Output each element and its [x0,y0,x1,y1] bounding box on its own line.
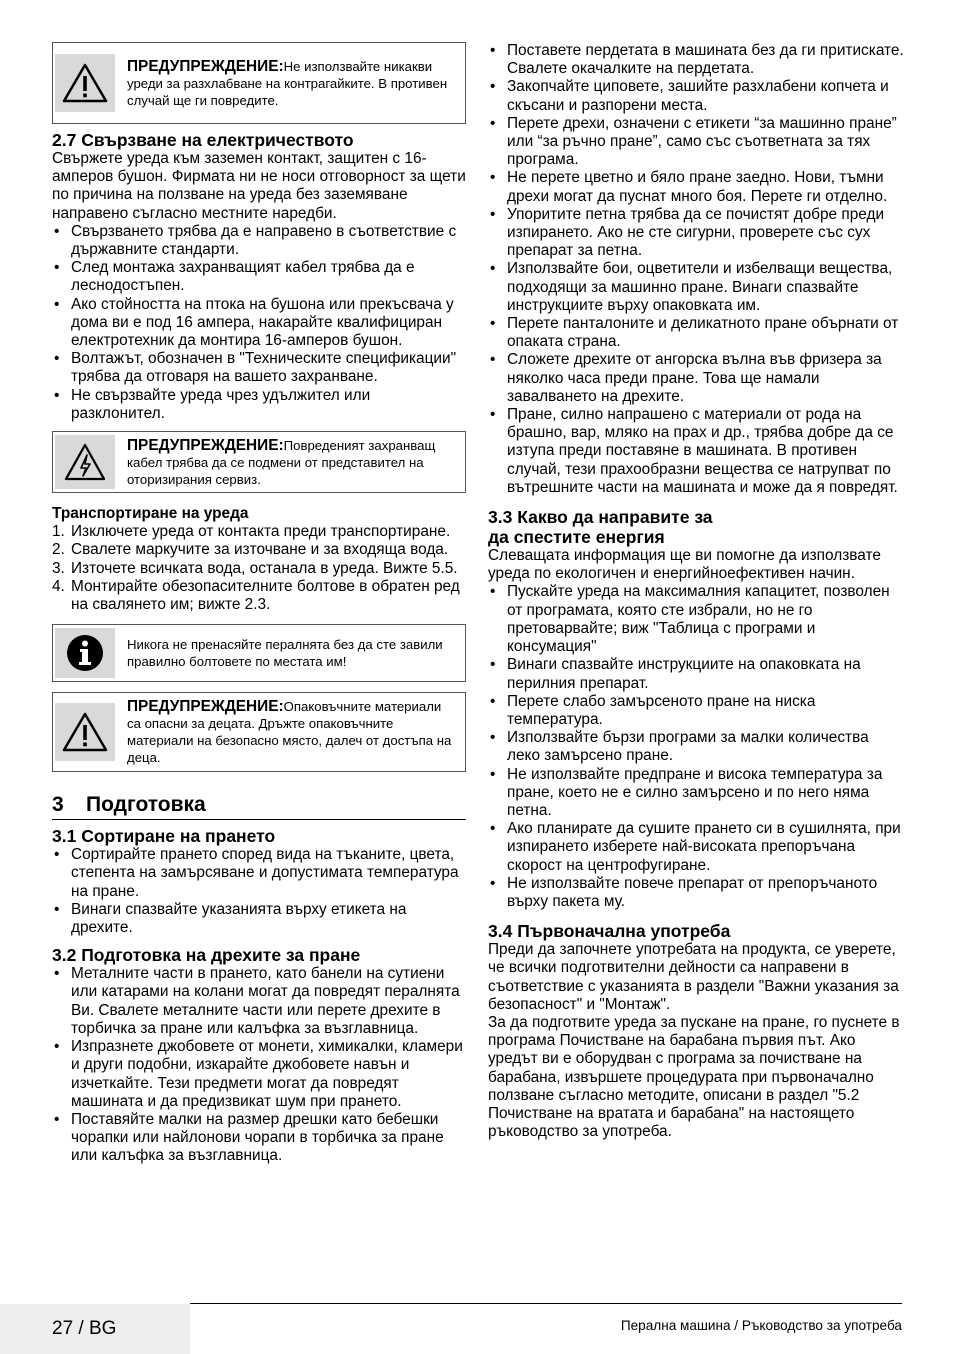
list-item: • Сложете дрехите от ангорска вълна във фризера за няколко часа преди пране. Това ще намали завалването на дрехите. [488,351,904,406]
list-item: • Пускайте уреда на максималния капацитет, позволен от програмата, която сте избрали, но не го претоварвайте; виж "Таблица с програми и консумация" [488,583,904,656]
list-item: • Пране, силно напрашено с материали от рода на брашно, вар, мляко на прах и др., трябва добре да се изтупа преди поставяне в машината. В противен случай, тези прахообразни вещества се натрупват по вътрешните части на машината и може да я повредят. [488,406,904,497]
step-number: 2. [52,541,65,559]
bullet-list-electricity [52,223,466,423]
list-item: • Ако стойността на птока на бушона или прекъсвача у дома ви е под 16 ампера, накарайте квалифициран електротехник да монтира 16-амперов бушон. [52,296,466,351]
list-item: • Ако планирате да сушите прането си в сушилнята, при изпирането изберете най-високата препоръчана скорост на центрофугиране. [488,820,904,875]
info-icon-frame [53,629,117,677]
list-item: • Перете панталоните и деликатното пране обърнати от опаката страна. [488,315,904,351]
warning-text [117,58,455,109]
list-item [52,578,466,614]
document-title: Перална машина / Ръководство за употреба [620,1318,902,1333]
list-item: • Перете дрехи, означени с етикети “за машинно пране” или “за ръчно пране”, само със съответната за тях програма. [488,115,904,170]
warning-body: Опаковъчните материали са опасни за децата. Дръжте опаковъчните материали на безопасно място, далеч от достъпа на деца. [127,699,452,766]
list-item: • Свързването трябва да е направено в съответствие с държавните стандарти. [52,223,466,259]
list-item: • Не перете цветно и бяло пране заедно. Нови, тъмни дрехи могат да пуснат много боя. Перете ги отделно. [488,169,904,205]
warning-icon-frame [53,697,117,767]
list-item [52,541,466,559]
list-item: • Не използвайте предпране и висока температура за пране, което не е силно замърсено и по него няма петна. [488,766,904,821]
section-intro: Свържете уреда към заземен контакт, защитен с 16-амперов бушон. Фирмата ни не носи отговорност за щети по причина на ползване на уреда без заземяване направено съгласно местните наредби. [52,150,466,222]
warning-text [117,698,455,766]
electric-hazard-icon [55,435,115,489]
warning-triangle-icon [55,54,115,112]
section-intro: Слеващата информация ще ви помогне да използвате уреда по екологичен и енергийноефективен начин. [488,547,881,583]
chapter-number: 3 [52,793,64,817]
info-text: Никога не пренасяйте пералнята без да сте завили правилно болтовете по местата им! [127,637,443,670]
left-column [52,42,466,1166]
warning-text [117,437,455,488]
list-item: • Перете слабо замърсеното пране на ниска температура. [488,693,904,729]
section-heading-3-3 [488,507,904,547]
footer-divider [190,1303,902,1304]
heading-line-1: 3.3 Какво да направите за [488,507,713,528]
chapter-heading-3 [52,792,466,820]
list-item: • Не използвайте повече препарат от препоръчаното върху пакета му. [488,875,904,911]
warning-title: ПРЕДУПРЕЖДЕНИЕ: [127,436,284,454]
transport-heading: Транспортиране на уреда [52,505,249,523]
step-number: 3. [52,559,65,577]
list-item: • Изпразнете джобовете от монети, химикалки, кламери и други подобни, изкарайте джобовете навън и изчеткайте. Тези предмети могат да повредят машината и да предизвикат шум при прането. [52,1038,466,1111]
section-paragraph: За да подготвите уреда за пускане на пране, го пуснете в програма Почистване на барабана първия път. Ако уредът ви е оборудван с програма за почистване на барабана, извършете процедурата при първоначално ползване съгласно методите, описани в раздел "5.2 Почистване на вратата и барабана" на настоящето ръководство за употреба. [488,1013,900,1141]
warning-box-power-cable [52,431,466,493]
warning-triangle-icon [55,703,115,761]
warning-box-locknuts [52,42,466,124]
warning-icon-frame [53,47,117,119]
section-heading-2-7: 2.7 Свързване на електричеството [52,130,354,150]
bullet-list-sorting [52,846,466,937]
list-item [52,523,466,541]
list-item: • Поставете пердетата в машината без да ги притискате. Свалете окачалките на пердетата. [488,42,904,78]
step-number: 1. [52,523,65,541]
list-item: • Винаги спазвайте инструкциите на опаковката на перилния препарат. [488,656,904,692]
warning-box-packaging [52,692,466,772]
step-text: Монтирайте обезопасителните болтове в обратен ред на свалянето им; вижте 2.3. [71,577,460,614]
list-item: • Използвайте бои, оцветители и избелващи вещества, подходящи за машинно пране. Винаги спазвайте инструкциите върху опаковката им. [488,260,904,315]
warning-icon-frame [53,436,117,488]
page-number: 27 / BG [0,1304,190,1354]
step-number: 4. [52,577,65,595]
warning-body: Не използвайте никакви уреди за разхлабване на контрагайките. В противен случай ще ги повредите. [127,58,448,108]
list-item: • Използвайте бързи програми за малки количества леко замърсено пране. [488,729,904,765]
bullet-list-clothes-prep-cont [488,42,904,497]
warning-body: Повреденият захранващ кабел трябва да се подмени от представител на оторизирания сервиз. [127,437,436,487]
list-item: • Винаги спазвайте указанията върху етикета на дрехите. [52,901,466,937]
list-item: • След монтажа захранващият кабел трябва да е леснодостъпен. [52,259,466,295]
info-icon [55,628,115,678]
section-paragraph: Преди да започнете употребата на продукта, се уверете, че всички подготвителни дейности са направени в съответствие с указанията в раздели "Важни указания за безопасност" и "Монтаж". [488,941,899,1013]
list-item: • Упоритите петна трябва да се почистят добре преди изпирането. Ако не сте сигурни, проверете със сух препарат за петна. [488,206,904,261]
list-item: • Поставяйте малки на размер дрешки като бебешки чорапки или найлонови чорапи в торбичка за пране или калъфка за възглавница. [52,1111,466,1166]
numbered-list-transport [52,523,466,614]
heading-line-2: да спестите енергия [488,527,665,548]
section-heading-3-2: 3.2 Подготовка на дрехите за пране [52,945,361,966]
warning-title: ПРЕДУПРЕЖДЕНИЕ: [127,698,284,716]
step-text: Източете всичката вода, останала в уреда. Вижте 5.5. [71,559,458,577]
list-item [52,560,466,578]
bullet-list-energy [488,583,904,911]
info-box-bolts [52,624,466,682]
list-item: • Не свързвайте уреда чрез удължител или разклонител. [52,387,466,423]
right-column [488,42,904,1141]
section-heading-3-1: 3.1 Сортиране на прането [52,826,276,847]
bullet-list-clothes-prep [52,965,466,1165]
list-item: • Закопчайте циповете, зашийте разхлабени копчета и скъсани и разпорени места. [488,78,904,114]
chapter-title: Подготовка [86,793,206,817]
list-item: • Металните части в прането, като банели на сутиени или катарами на колани могат да повредят пералнята Ви. Свалете металните части или перете дрехите в торбичка за пране или калъфка за възглавница. [52,965,466,1038]
list-item: • Сортирайте прането според вида на тъканите, цвета, степента на замърсяване и допустимата температура на пране. [52,846,466,901]
section-heading-3-4: 3.4 Първоначална употреба [488,921,731,942]
list-item: • Волтажът, обозначен в "Техническите спецификации" трябва да отговаря на вашето захранване. [52,350,466,386]
step-text: Изключете уреда от контакта преди транспортиране. [71,523,451,541]
warning-title: ПРЕДУПРЕЖДЕНИЕ: [127,57,284,75]
step-text: Свалете маркучите за източване и за входяща вода. [71,541,449,559]
